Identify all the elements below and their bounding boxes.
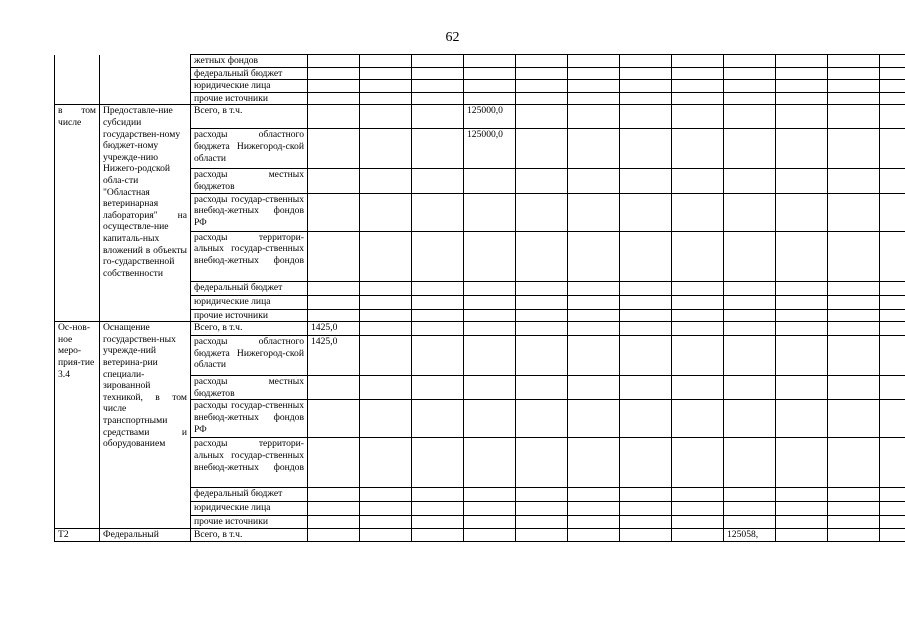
value-cell bbox=[412, 295, 464, 309]
measure-description: Оснащение государствен-ных учрежде-ний ветерина-рии специали-зированной техникой, в том числе транспортными средствами и оборудованием bbox=[100, 322, 191, 529]
value-cell bbox=[828, 488, 880, 502]
value-cell bbox=[776, 281, 828, 295]
value-cell bbox=[568, 67, 620, 80]
value-cell bbox=[308, 295, 360, 309]
value-cell bbox=[724, 193, 776, 231]
funding-source: прочие источники bbox=[191, 516, 308, 529]
value-cell bbox=[516, 528, 568, 541]
value-cell bbox=[880, 281, 905, 295]
value-cell bbox=[880, 231, 905, 281]
value-cell bbox=[828, 516, 880, 529]
value-cell bbox=[620, 295, 672, 309]
value-cell bbox=[360, 193, 412, 231]
funding-source: федеральный бюджет bbox=[191, 488, 308, 502]
value-cell bbox=[776, 528, 828, 541]
value-cell bbox=[672, 400, 724, 438]
table-row bbox=[55, 105, 905, 129]
funding-source: расходы областного бюджета Нижегород-ской области bbox=[191, 336, 308, 376]
value-cell bbox=[828, 295, 880, 309]
value-cell bbox=[672, 438, 724, 488]
value-cell bbox=[672, 281, 724, 295]
value-cell bbox=[308, 309, 360, 322]
value-cell bbox=[308, 438, 360, 488]
value-cell bbox=[412, 400, 464, 438]
value-cell bbox=[412, 336, 464, 376]
value-cell bbox=[776, 322, 828, 336]
value-cell bbox=[464, 516, 516, 529]
funding-source: федеральный бюджет bbox=[191, 67, 308, 80]
value-cell bbox=[828, 281, 880, 295]
value-cell bbox=[776, 438, 828, 488]
funding-source: расходы местных бюджетов bbox=[191, 376, 308, 400]
value-cell bbox=[672, 488, 724, 502]
value-cell bbox=[308, 502, 360, 516]
value-cell bbox=[724, 400, 776, 438]
value-cell bbox=[412, 309, 464, 322]
funding-source: федеральный бюджет bbox=[191, 281, 308, 295]
value-cell bbox=[880, 516, 905, 529]
value-cell bbox=[360, 169, 412, 193]
value-cell bbox=[516, 400, 568, 438]
value-cell bbox=[880, 92, 905, 105]
value-cell bbox=[776, 55, 828, 68]
funding-source: расходы территори-альных государ-ственных внебюд-жетных фондов bbox=[191, 231, 308, 281]
value-cell bbox=[620, 193, 672, 231]
value-cell bbox=[308, 129, 360, 169]
value-cell bbox=[412, 105, 464, 129]
value-cell bbox=[620, 169, 672, 193]
value-cell bbox=[308, 67, 360, 80]
value-cell bbox=[412, 80, 464, 93]
value-cell bbox=[776, 400, 828, 438]
value-cell bbox=[828, 400, 880, 438]
value-cell bbox=[776, 231, 828, 281]
value-cell bbox=[776, 193, 828, 231]
value-cell bbox=[672, 55, 724, 68]
value-cell bbox=[620, 231, 672, 281]
funding-source: расходы местных бюджетов bbox=[191, 169, 308, 193]
value-cell bbox=[724, 80, 776, 93]
value-cell bbox=[516, 55, 568, 68]
value-cell bbox=[516, 309, 568, 322]
value-cell bbox=[516, 92, 568, 105]
value-cell bbox=[412, 438, 464, 488]
value-cell bbox=[880, 438, 905, 488]
value-cell bbox=[724, 231, 776, 281]
value-cell bbox=[464, 438, 516, 488]
value-cell bbox=[828, 67, 880, 80]
value-cell bbox=[464, 400, 516, 438]
value-cell bbox=[360, 400, 412, 438]
value-cell bbox=[412, 169, 464, 193]
value-cell bbox=[412, 376, 464, 400]
value-cell bbox=[568, 281, 620, 295]
value-cell bbox=[568, 105, 620, 129]
value-cell bbox=[360, 516, 412, 529]
funding-source: прочие источники bbox=[191, 309, 308, 322]
value-cell bbox=[880, 488, 905, 502]
value-cell bbox=[828, 80, 880, 93]
value-cell bbox=[464, 528, 516, 541]
value-cell bbox=[672, 309, 724, 322]
value-cell bbox=[516, 336, 568, 376]
value-cell bbox=[308, 488, 360, 502]
funding-source: Всего, в т.ч. bbox=[191, 322, 308, 336]
value-cell bbox=[464, 92, 516, 105]
value-cell bbox=[464, 55, 516, 68]
value-cell bbox=[776, 309, 828, 322]
value-cell bbox=[464, 336, 516, 376]
value-cell bbox=[464, 231, 516, 281]
value-cell bbox=[620, 488, 672, 502]
value-cell bbox=[516, 105, 568, 129]
value-cell bbox=[620, 400, 672, 438]
value-cell bbox=[412, 488, 464, 502]
value-cell bbox=[360, 67, 412, 80]
value-cell bbox=[620, 80, 672, 93]
value-cell bbox=[568, 309, 620, 322]
measure-description: Федеральный bbox=[100, 528, 191, 541]
value-cell bbox=[724, 336, 776, 376]
funding-source: Всего, в т.ч. bbox=[191, 105, 308, 129]
value-cell bbox=[880, 169, 905, 193]
value-cell bbox=[724, 516, 776, 529]
value-cell bbox=[724, 105, 776, 129]
value-cell bbox=[776, 67, 828, 80]
value-cell bbox=[360, 295, 412, 309]
value-cell bbox=[308, 169, 360, 193]
value-cell bbox=[672, 193, 724, 231]
value-cell bbox=[568, 336, 620, 376]
value-cell bbox=[568, 322, 620, 336]
value-cell bbox=[672, 322, 724, 336]
value-cell bbox=[828, 55, 880, 68]
value-cell bbox=[568, 400, 620, 438]
value-cell bbox=[516, 322, 568, 336]
value-cell bbox=[724, 67, 776, 80]
value-cell bbox=[672, 92, 724, 105]
value-cell bbox=[308, 55, 360, 68]
value-cell bbox=[620, 67, 672, 80]
funding-source: прочие источники bbox=[191, 92, 308, 105]
value-cell bbox=[828, 193, 880, 231]
row-group-label: Т2 bbox=[55, 528, 100, 541]
value-cell bbox=[568, 231, 620, 281]
value-cell bbox=[880, 336, 905, 376]
value-cell bbox=[360, 80, 412, 93]
value-cell bbox=[568, 55, 620, 68]
value-cell bbox=[620, 438, 672, 488]
value-cell bbox=[308, 516, 360, 529]
value-cell bbox=[360, 528, 412, 541]
value-cell bbox=[620, 92, 672, 105]
value-cell bbox=[828, 528, 880, 541]
funding-source: юридические лица bbox=[191, 502, 308, 516]
value-cell bbox=[776, 169, 828, 193]
value-cell bbox=[672, 528, 724, 541]
value-cell bbox=[880, 55, 905, 68]
funding-source: Всего, в т.ч. bbox=[191, 528, 308, 541]
budget-table bbox=[54, 54, 905, 542]
value-cell bbox=[568, 488, 620, 502]
value-cell bbox=[464, 502, 516, 516]
value-cell bbox=[620, 528, 672, 541]
value-cell bbox=[724, 55, 776, 68]
value-cell bbox=[308, 281, 360, 295]
value-cell bbox=[776, 105, 828, 129]
value-cell bbox=[724, 295, 776, 309]
value-cell bbox=[724, 502, 776, 516]
row-group-label bbox=[55, 55, 100, 105]
value-cell bbox=[464, 67, 516, 80]
value-cell bbox=[568, 295, 620, 309]
value-cell bbox=[828, 105, 880, 129]
value-cell bbox=[464, 169, 516, 193]
value-cell bbox=[880, 502, 905, 516]
measure-description: Предоставле-ние субсидии государствен-ному бюджет-ному учрежде-нию Нижего-родской обла-сти "Областная ветеринарная лаборатория" на осуществле-ние капиталь-ных вложений в объекты го-сударственной собственности bbox=[100, 105, 191, 322]
value-cell bbox=[828, 169, 880, 193]
funding-source: расходы государ-ственных внебюд-жетных фондов РФ bbox=[191, 400, 308, 438]
value-cell bbox=[360, 105, 412, 129]
measure-description bbox=[100, 55, 191, 105]
value-cell bbox=[724, 281, 776, 295]
value-cell bbox=[672, 80, 724, 93]
value-cell: 1425,0 bbox=[308, 336, 360, 376]
row-group-label: Ос-нов-ное меро-прия-тие 3.4 bbox=[55, 322, 100, 529]
value-cell bbox=[776, 295, 828, 309]
value-cell bbox=[672, 105, 724, 129]
table-body bbox=[55, 55, 905, 542]
value-cell bbox=[724, 376, 776, 400]
funding-source: расходы территори-альных государ-ственных внебюд-жетных фондов bbox=[191, 438, 308, 488]
value-cell bbox=[360, 502, 412, 516]
value-cell bbox=[516, 438, 568, 488]
value-cell bbox=[516, 193, 568, 231]
value-cell bbox=[412, 55, 464, 68]
value-cell: 125058, bbox=[724, 528, 776, 541]
value-cell bbox=[360, 55, 412, 68]
value-cell bbox=[880, 80, 905, 93]
funding-source: юридические лица bbox=[191, 295, 308, 309]
value-cell bbox=[568, 129, 620, 169]
value-cell bbox=[672, 231, 724, 281]
value-cell bbox=[620, 376, 672, 400]
value-cell bbox=[672, 336, 724, 376]
value-cell bbox=[620, 129, 672, 169]
value-cell bbox=[308, 92, 360, 105]
value-cell bbox=[360, 322, 412, 336]
value-cell bbox=[724, 309, 776, 322]
value-cell bbox=[828, 336, 880, 376]
value-cell bbox=[568, 193, 620, 231]
value-cell bbox=[360, 231, 412, 281]
value-cell bbox=[516, 231, 568, 281]
value-cell bbox=[724, 438, 776, 488]
value-cell bbox=[308, 400, 360, 438]
value-cell bbox=[620, 105, 672, 129]
value-cell bbox=[464, 322, 516, 336]
value-cell bbox=[776, 488, 828, 502]
value-cell bbox=[516, 281, 568, 295]
value-cell bbox=[308, 105, 360, 129]
value-cell bbox=[360, 309, 412, 322]
value-cell bbox=[464, 193, 516, 231]
value-cell bbox=[724, 169, 776, 193]
value-cell bbox=[516, 502, 568, 516]
value-cell bbox=[516, 67, 568, 80]
funding-source: юридические лица bbox=[191, 80, 308, 93]
value-cell bbox=[568, 438, 620, 488]
value-cell bbox=[880, 400, 905, 438]
value-cell bbox=[464, 376, 516, 400]
value-cell bbox=[620, 322, 672, 336]
value-cell bbox=[828, 129, 880, 169]
page-number: 62 bbox=[445, 30, 460, 45]
value-cell bbox=[464, 295, 516, 309]
value-cell: 125000,0 bbox=[464, 105, 516, 129]
value-cell bbox=[880, 322, 905, 336]
value-cell bbox=[412, 322, 464, 336]
value-cell bbox=[828, 502, 880, 516]
value-cell bbox=[516, 80, 568, 93]
value-cell bbox=[672, 169, 724, 193]
value-cell bbox=[620, 502, 672, 516]
value-cell bbox=[724, 488, 776, 502]
value-cell bbox=[672, 67, 724, 80]
value-cell bbox=[360, 438, 412, 488]
value-cell bbox=[464, 309, 516, 322]
value-cell bbox=[568, 169, 620, 193]
value-cell bbox=[672, 516, 724, 529]
value-cell bbox=[776, 80, 828, 93]
value-cell bbox=[880, 105, 905, 129]
value-cell bbox=[412, 516, 464, 529]
value-cell bbox=[828, 309, 880, 322]
value-cell bbox=[880, 129, 905, 169]
value-cell bbox=[412, 92, 464, 105]
value-cell bbox=[516, 169, 568, 193]
value-cell bbox=[516, 129, 568, 169]
value-cell bbox=[464, 488, 516, 502]
value-cell bbox=[568, 528, 620, 541]
value-cell bbox=[360, 92, 412, 105]
value-cell bbox=[828, 438, 880, 488]
value-cell bbox=[360, 129, 412, 169]
value-cell bbox=[308, 231, 360, 281]
value-cell bbox=[880, 193, 905, 231]
value-cell bbox=[464, 281, 516, 295]
value-cell bbox=[672, 502, 724, 516]
value-cell bbox=[308, 80, 360, 93]
value-cell bbox=[308, 528, 360, 541]
value-cell bbox=[568, 80, 620, 93]
value-cell bbox=[776, 516, 828, 529]
value-cell bbox=[880, 528, 905, 541]
value-cell bbox=[724, 322, 776, 336]
value-cell bbox=[620, 55, 672, 68]
value-cell bbox=[412, 231, 464, 281]
value-cell bbox=[828, 376, 880, 400]
value-cell bbox=[880, 295, 905, 309]
value-cell bbox=[516, 295, 568, 309]
value-cell bbox=[360, 376, 412, 400]
funding-source: расходы областного бюджета Нижегород-ской области bbox=[191, 129, 308, 169]
value-cell bbox=[568, 516, 620, 529]
value-cell bbox=[360, 336, 412, 376]
value-cell bbox=[672, 376, 724, 400]
value-cell bbox=[412, 129, 464, 169]
value-cell bbox=[412, 67, 464, 80]
value-cell bbox=[828, 231, 880, 281]
value-cell bbox=[724, 92, 776, 105]
value-cell: 125000,0 bbox=[464, 129, 516, 169]
value-cell bbox=[412, 528, 464, 541]
value-cell bbox=[776, 502, 828, 516]
value-cell bbox=[880, 376, 905, 400]
value-cell bbox=[620, 516, 672, 529]
value-cell bbox=[880, 67, 905, 80]
value-cell bbox=[516, 488, 568, 502]
value-cell: 1425,0 bbox=[308, 322, 360, 336]
value-cell bbox=[516, 516, 568, 529]
value-cell bbox=[620, 336, 672, 376]
value-cell bbox=[516, 376, 568, 400]
value-cell bbox=[672, 129, 724, 169]
value-cell bbox=[360, 281, 412, 295]
value-cell bbox=[776, 376, 828, 400]
value-cell bbox=[308, 193, 360, 231]
value-cell bbox=[568, 92, 620, 105]
value-cell bbox=[308, 376, 360, 400]
value-cell bbox=[568, 502, 620, 516]
value-cell bbox=[412, 193, 464, 231]
table-row bbox=[55, 55, 905, 68]
value-cell bbox=[880, 309, 905, 322]
value-cell bbox=[724, 129, 776, 169]
value-cell bbox=[620, 281, 672, 295]
value-cell bbox=[776, 129, 828, 169]
value-cell bbox=[828, 322, 880, 336]
value-cell bbox=[412, 502, 464, 516]
value-cell bbox=[776, 336, 828, 376]
funding-source: жетных фондов bbox=[191, 55, 308, 68]
value-cell bbox=[828, 92, 880, 105]
value-cell bbox=[776, 92, 828, 105]
row-group-label: в том числе bbox=[55, 105, 100, 322]
table-row bbox=[55, 322, 905, 336]
funding-source: расходы государ-ственных внебюд-жетных фондов РФ bbox=[191, 193, 308, 231]
table-row bbox=[55, 528, 905, 541]
value-cell bbox=[412, 281, 464, 295]
value-cell bbox=[568, 376, 620, 400]
value-cell bbox=[620, 309, 672, 322]
value-cell bbox=[672, 295, 724, 309]
value-cell bbox=[464, 80, 516, 93]
value-cell bbox=[360, 488, 412, 502]
